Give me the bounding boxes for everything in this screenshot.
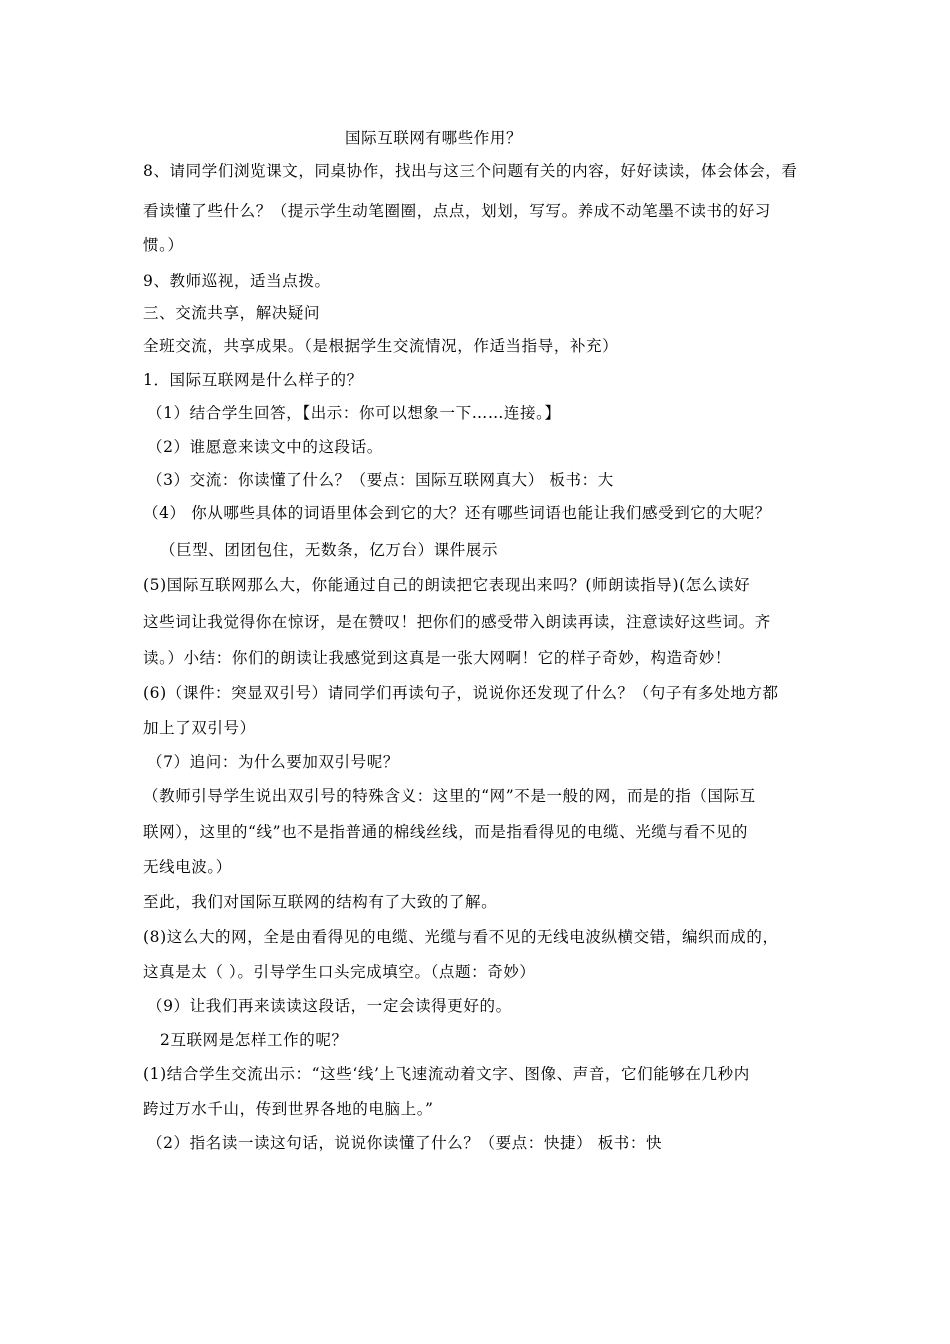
text-line: 跨过万水千山，传到世界各地的电脑上。” — [143, 1100, 434, 1118]
text-line: 9、教师巡视，适当点拨。 — [143, 272, 331, 290]
text-line: （7）追问：为什么要加双引号呢？ — [147, 753, 399, 771]
text-line: （9）让我们再来读读这段话，一定会读得更好的。 — [147, 997, 512, 1015]
text-line: （3）交流：你读懂了什么？（要点：国际互联网真大） 板书：大 — [147, 471, 614, 489]
subsection-heading: 2互联网是怎样工作的呢？ — [160, 1031, 348, 1049]
text-line: 这些词让我觉得你在惊讶，是在赞叹！把你们的感受带入朗读再读，注意读好这些词。齐 — [143, 613, 771, 631]
text-line: 8、请同学们浏览课文，同桌协作，找出与这三个问题有关的内容，好好读读，体会体会，看 — [143, 162, 798, 180]
text-line: 惯。） — [143, 236, 184, 254]
text-line: 读。）小结：你们的朗读让我感觉到这真是一张大网啊！它的样子奇妙，构造奇妙！ — [143, 649, 731, 667]
text-line: 这真是太（ ）。引导学生口头完成填空。（点题：奇妙） — [143, 963, 536, 981]
text-line: 无线电波。） — [143, 858, 232, 876]
text-line: (6)（课件：突显双引号）请同学们再读句子，说说你还发现了什么？（句子有多处地方都 — [143, 684, 779, 702]
text-line: （4） 你从哪些具体的词语里体会到它的大？还有哪些词语也能让我们感受到它的大呢？ — [143, 504, 771, 522]
text-line: （1）结合学生回答，【出示：你可以想象一下……连接。】 — [147, 404, 561, 422]
text-line: （2）谁愿意来读文中的这段话。 — [147, 438, 383, 456]
text-line: 1．国际互联网是什么样子的？ — [143, 371, 363, 389]
section-heading: 三、交流共享，解决疑问 — [143, 304, 321, 322]
text-line: 至此，我们对国际互联网的结构有了大致的了解。 — [143, 893, 498, 911]
text-line: (5)国际互联网那么大，你能通过自己的朗读把它表现出来吗？(师朗读指导)(怎么读好 — [143, 576, 751, 594]
text-line: 看读懂了些什么？（提示学生动笔圈圈，点点，划划，写写。养成不动笔墨不读书的好习 — [143, 202, 771, 220]
text-line: （教师引导学生说出双引号的特殊含义：这里的“网”不是一般的网，而是的指（国际互 — [143, 787, 756, 805]
text-line: (8)这么大的网，全是由看得见的电缆、光缆与看不见的无线电波纵横交错，编织而成的， — [143, 928, 779, 946]
text-line: （巨型、团团包住，无数条，亿万台）课件展示 — [160, 541, 499, 559]
text-line: （2）指名读一读这句话，说说你读懂了什么？（要点：快捷） 板书：快 — [147, 1134, 663, 1152]
question-heading: 国际互联网有哪些作用？ — [345, 129, 523, 147]
text-line: 联网），这里的“线”也不是指普通的棉线丝线，而是指看得见的电缆、光缆与看不见的 — [143, 823, 749, 841]
text-line: (1)结合学生交流出示：“这些‘线’上飞速流动着文字、图像、声音，它们能够在几秒内 — [143, 1065, 750, 1083]
text-line: 全班交流，共享成果。（是根据学生交流情况，作适当指导，补充） — [143, 337, 619, 355]
text-line: 加上了双引号） — [143, 719, 256, 737]
